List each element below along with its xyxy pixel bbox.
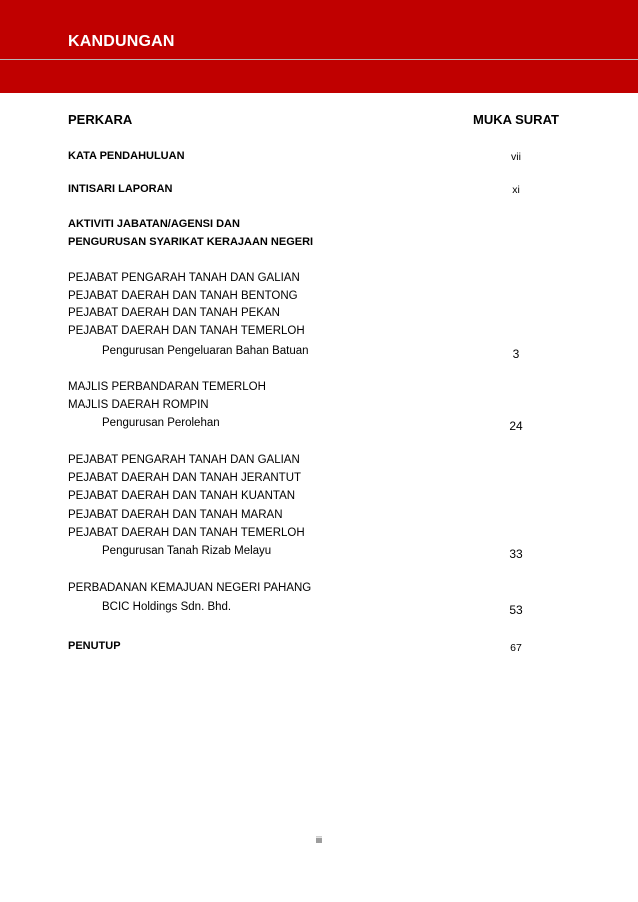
toc-page-bahan-batuan: 3 bbox=[512, 347, 520, 361]
toc-entry-tanah-rizab[interactable]: Pengurusan Tanah Rizab Melayu bbox=[102, 545, 272, 557]
toc-page-kata-pendahuluan: vii bbox=[511, 151, 521, 163]
agency-name: PEJABAT DAERAH DAN TANAH JERANTUT bbox=[68, 472, 302, 484]
agency-name: PEJABAT DAERAH DAN TANAH TEMERLOH bbox=[68, 325, 305, 337]
agency-name: MAJLIS PERBANDARAN TEMERLOH bbox=[68, 381, 266, 393]
agency-name: PERBADANAN KEMAJUAN NEGERI PAHANG bbox=[68, 582, 312, 594]
toc-page-intisari-laporan: xi bbox=[512, 184, 520, 196]
page-title: KANDUNGAN bbox=[68, 33, 175, 50]
toc-entry-bahan-batuan[interactable]: Pengurusan Pengeluaran Bahan Batuan bbox=[102, 345, 309, 357]
banner-divider bbox=[0, 59, 638, 60]
toc-entry-intisari-laporan[interactable]: INTISARI LAPORAN bbox=[68, 183, 173, 195]
agency-name: PEJABAT DAERAH DAN TANAH MARAN bbox=[68, 509, 283, 521]
section-heading-line1: AKTIVITI JABATAN/AGENSI DAN bbox=[68, 218, 240, 230]
agency-name: PEJABAT PENGARAH TANAH DAN GALIAN bbox=[68, 272, 300, 284]
header-banner bbox=[0, 0, 638, 93]
toc-entry-bcic[interactable]: BCIC Holdings Sdn. Bhd. bbox=[102, 601, 232, 613]
agency-name: PEJABAT DAERAH DAN TANAH TEMERLOH bbox=[68, 527, 305, 539]
section-heading-line2: PENGURUSAN SYARIKAT KERAJAAN NEGERI bbox=[68, 236, 314, 248]
toc-entry-perolehan[interactable]: Pengurusan Perolehan bbox=[102, 417, 220, 429]
agency-name: PEJABAT DAERAH DAN TANAH PEKAN bbox=[68, 307, 280, 319]
agency-name: PEJABAT DAERAH DAN TANAH BENTONG bbox=[68, 290, 298, 302]
toc-page-bcic: 53 bbox=[509, 603, 523, 617]
toc-entry-kata-pendahuluan[interactable]: KATA PENDAHULUAN bbox=[68, 150, 185, 162]
agency-name: PEJABAT PENGARAH TANAH DAN GALIAN bbox=[68, 454, 300, 466]
column-header-page: MUKA SURAT bbox=[473, 112, 559, 127]
column-header-item: PERKARA bbox=[68, 112, 133, 127]
agency-name: PEJABAT DAERAH DAN TANAH KUANTAN bbox=[68, 490, 296, 502]
agency-name: MAJLIS DAERAH ROMPIN bbox=[68, 399, 209, 411]
toc-page-tanah-rizab: 33 bbox=[509, 547, 523, 561]
toc-entry-penutup[interactable]: PENUTUP bbox=[68, 640, 121, 652]
page-number: iii bbox=[316, 835, 322, 845]
toc-page-perolehan: 24 bbox=[509, 419, 523, 433]
toc-page-penutup: 67 bbox=[510, 642, 522, 654]
